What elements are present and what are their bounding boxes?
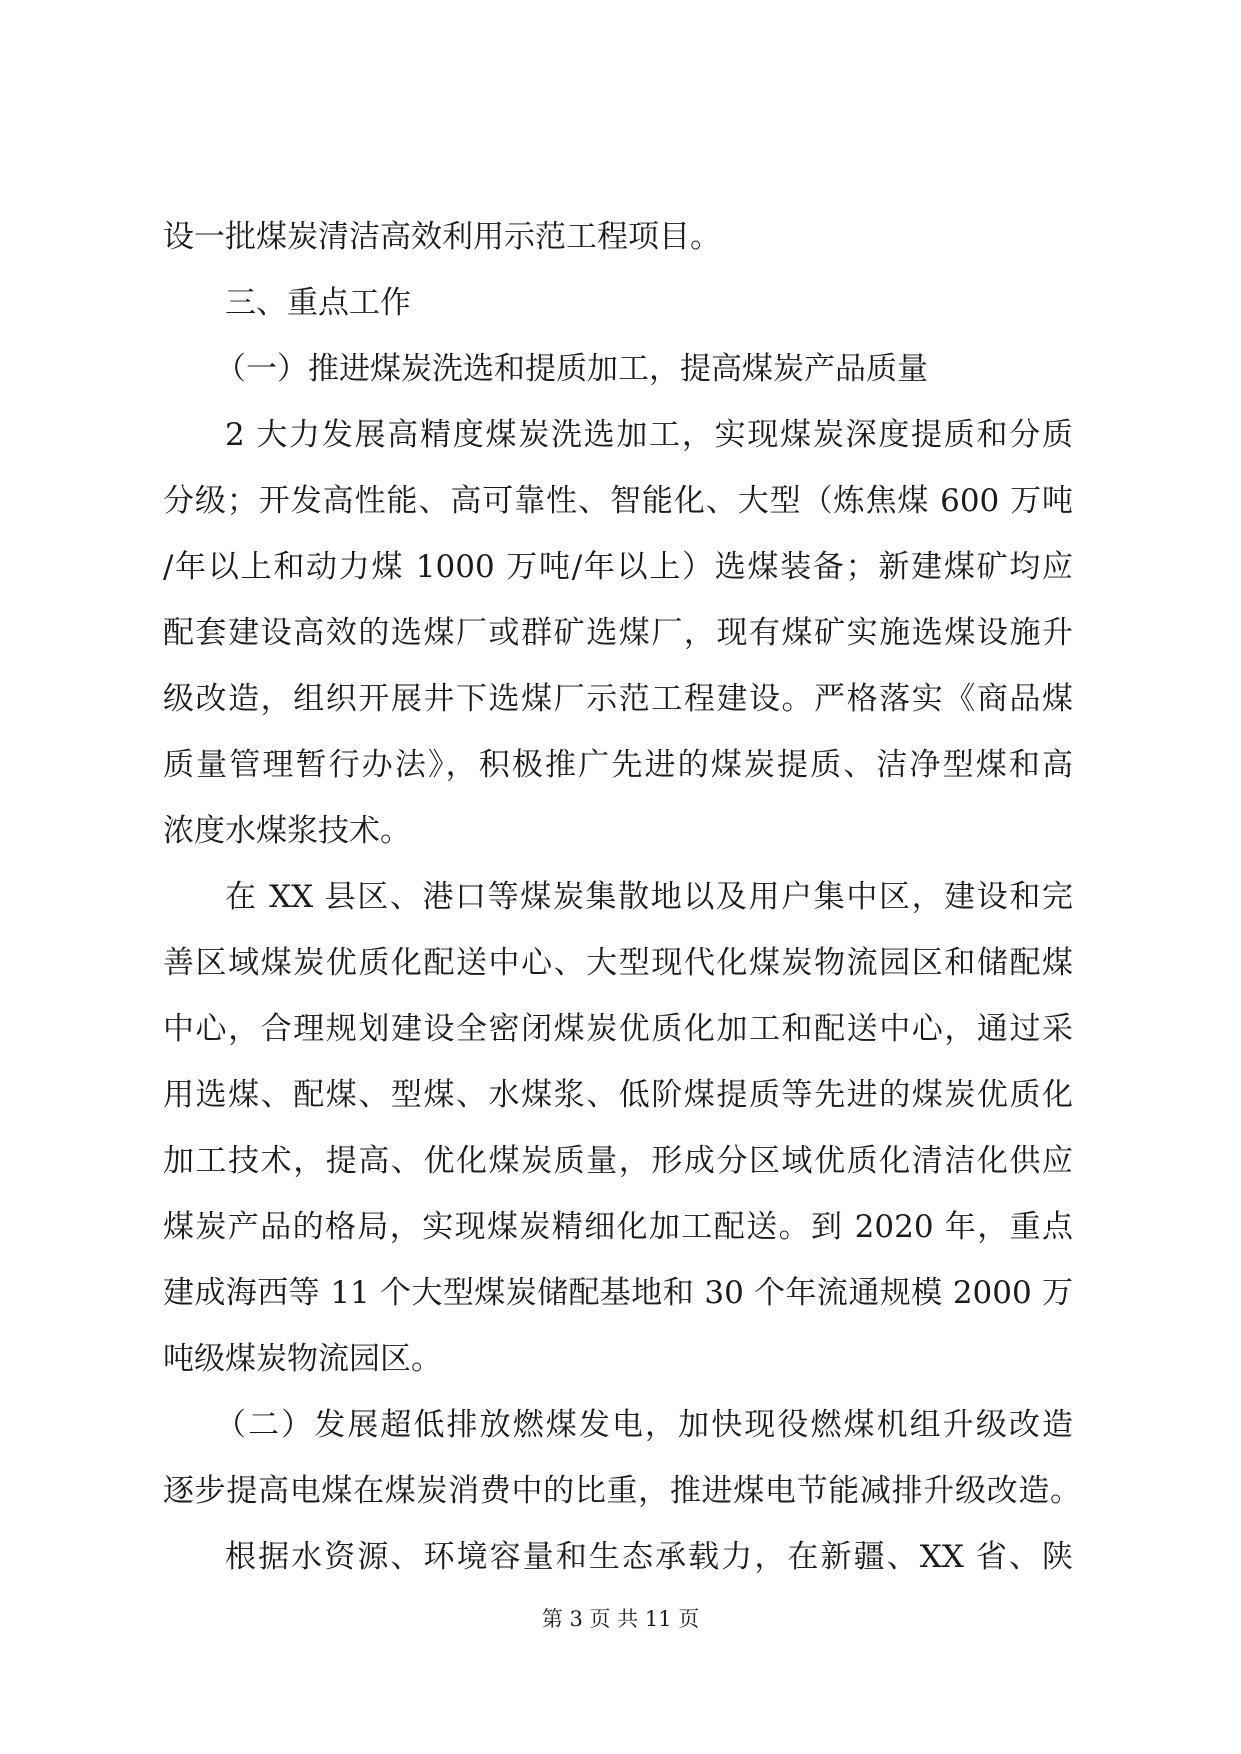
- text-line: 中心，合理规划建设全密闭煤炭优质化加工和配送中心，通过采: [163, 1011, 1073, 1047]
- paragraph-first-line: 在 XX 县区、港口等煤炭集散地以及用户集中区，建设和完: [225, 879, 1073, 915]
- text-line: 浓度水煤浆技术。: [163, 813, 411, 849]
- subsection-heading: （一）推进煤炭洗选和提质加工，提高煤炭产品质量: [215, 351, 928, 387]
- text-line: 设一批煤炭清洁高效利用示范工程项目。: [163, 219, 721, 255]
- text-line: 加工技术，提高、优化煤炭质量，形成分区域优质化清洁化供应: [163, 1143, 1073, 1179]
- text-line: 质量管理暂行办法》，积极推广先进的煤炭提质、洁净型煤和高: [163, 747, 1073, 783]
- text-line: 善区域煤炭优质化配送中心、大型现代化煤炭物流园区和储配煤: [163, 945, 1073, 981]
- paragraph-first-line: 根据水资源、环境容量和生态承载力，在新疆、XX 省、陕: [225, 1539, 1073, 1575]
- text-line: 级改造，组织开展井下选煤厂示范工程建设。严格落实《商品煤: [163, 681, 1073, 717]
- text-line: /年以上和动力煤 1000 万吨/年以上）选煤装备；新建煤矿均应: [163, 549, 1073, 585]
- text-line: 建成海西等 11 个大型煤炭储配基地和 30 个年流通规模 2000 万: [163, 1275, 1073, 1311]
- paragraph-first-line: 2 大力发展高精度煤炭洗选加工，实现煤炭深度提质和分质: [225, 417, 1073, 453]
- text-line: 煤炭产品的格局，实现煤炭精细化加工配送。到 2020 年，重点: [163, 1209, 1073, 1245]
- subsection-heading: （二）发展超低排放燃煤发电，加快现役燃煤机组升级改造: [215, 1407, 1073, 1443]
- section-heading: 三、重点工作: [225, 285, 411, 321]
- text-line: 吨级煤炭物流园区。: [163, 1341, 442, 1377]
- text-line: 分级；开发高性能、高可靠性、智能化、大型（炼焦煤 600 万吨: [163, 483, 1073, 519]
- text-line: 用选煤、配煤、型煤、水煤浆、低阶煤提质等先进的煤炭优质化: [163, 1077, 1073, 1113]
- text-line: 逐步提高电煤在煤炭消费中的比重，推进煤电节能减排升级改造。: [163, 1473, 1081, 1509]
- text-line: 配套建设高效的选煤厂或群矿选煤厂，现有煤矿实施选煤设施升: [163, 615, 1073, 651]
- page-number-footer: 第 3 页 共 11 页: [541, 1607, 700, 1631]
